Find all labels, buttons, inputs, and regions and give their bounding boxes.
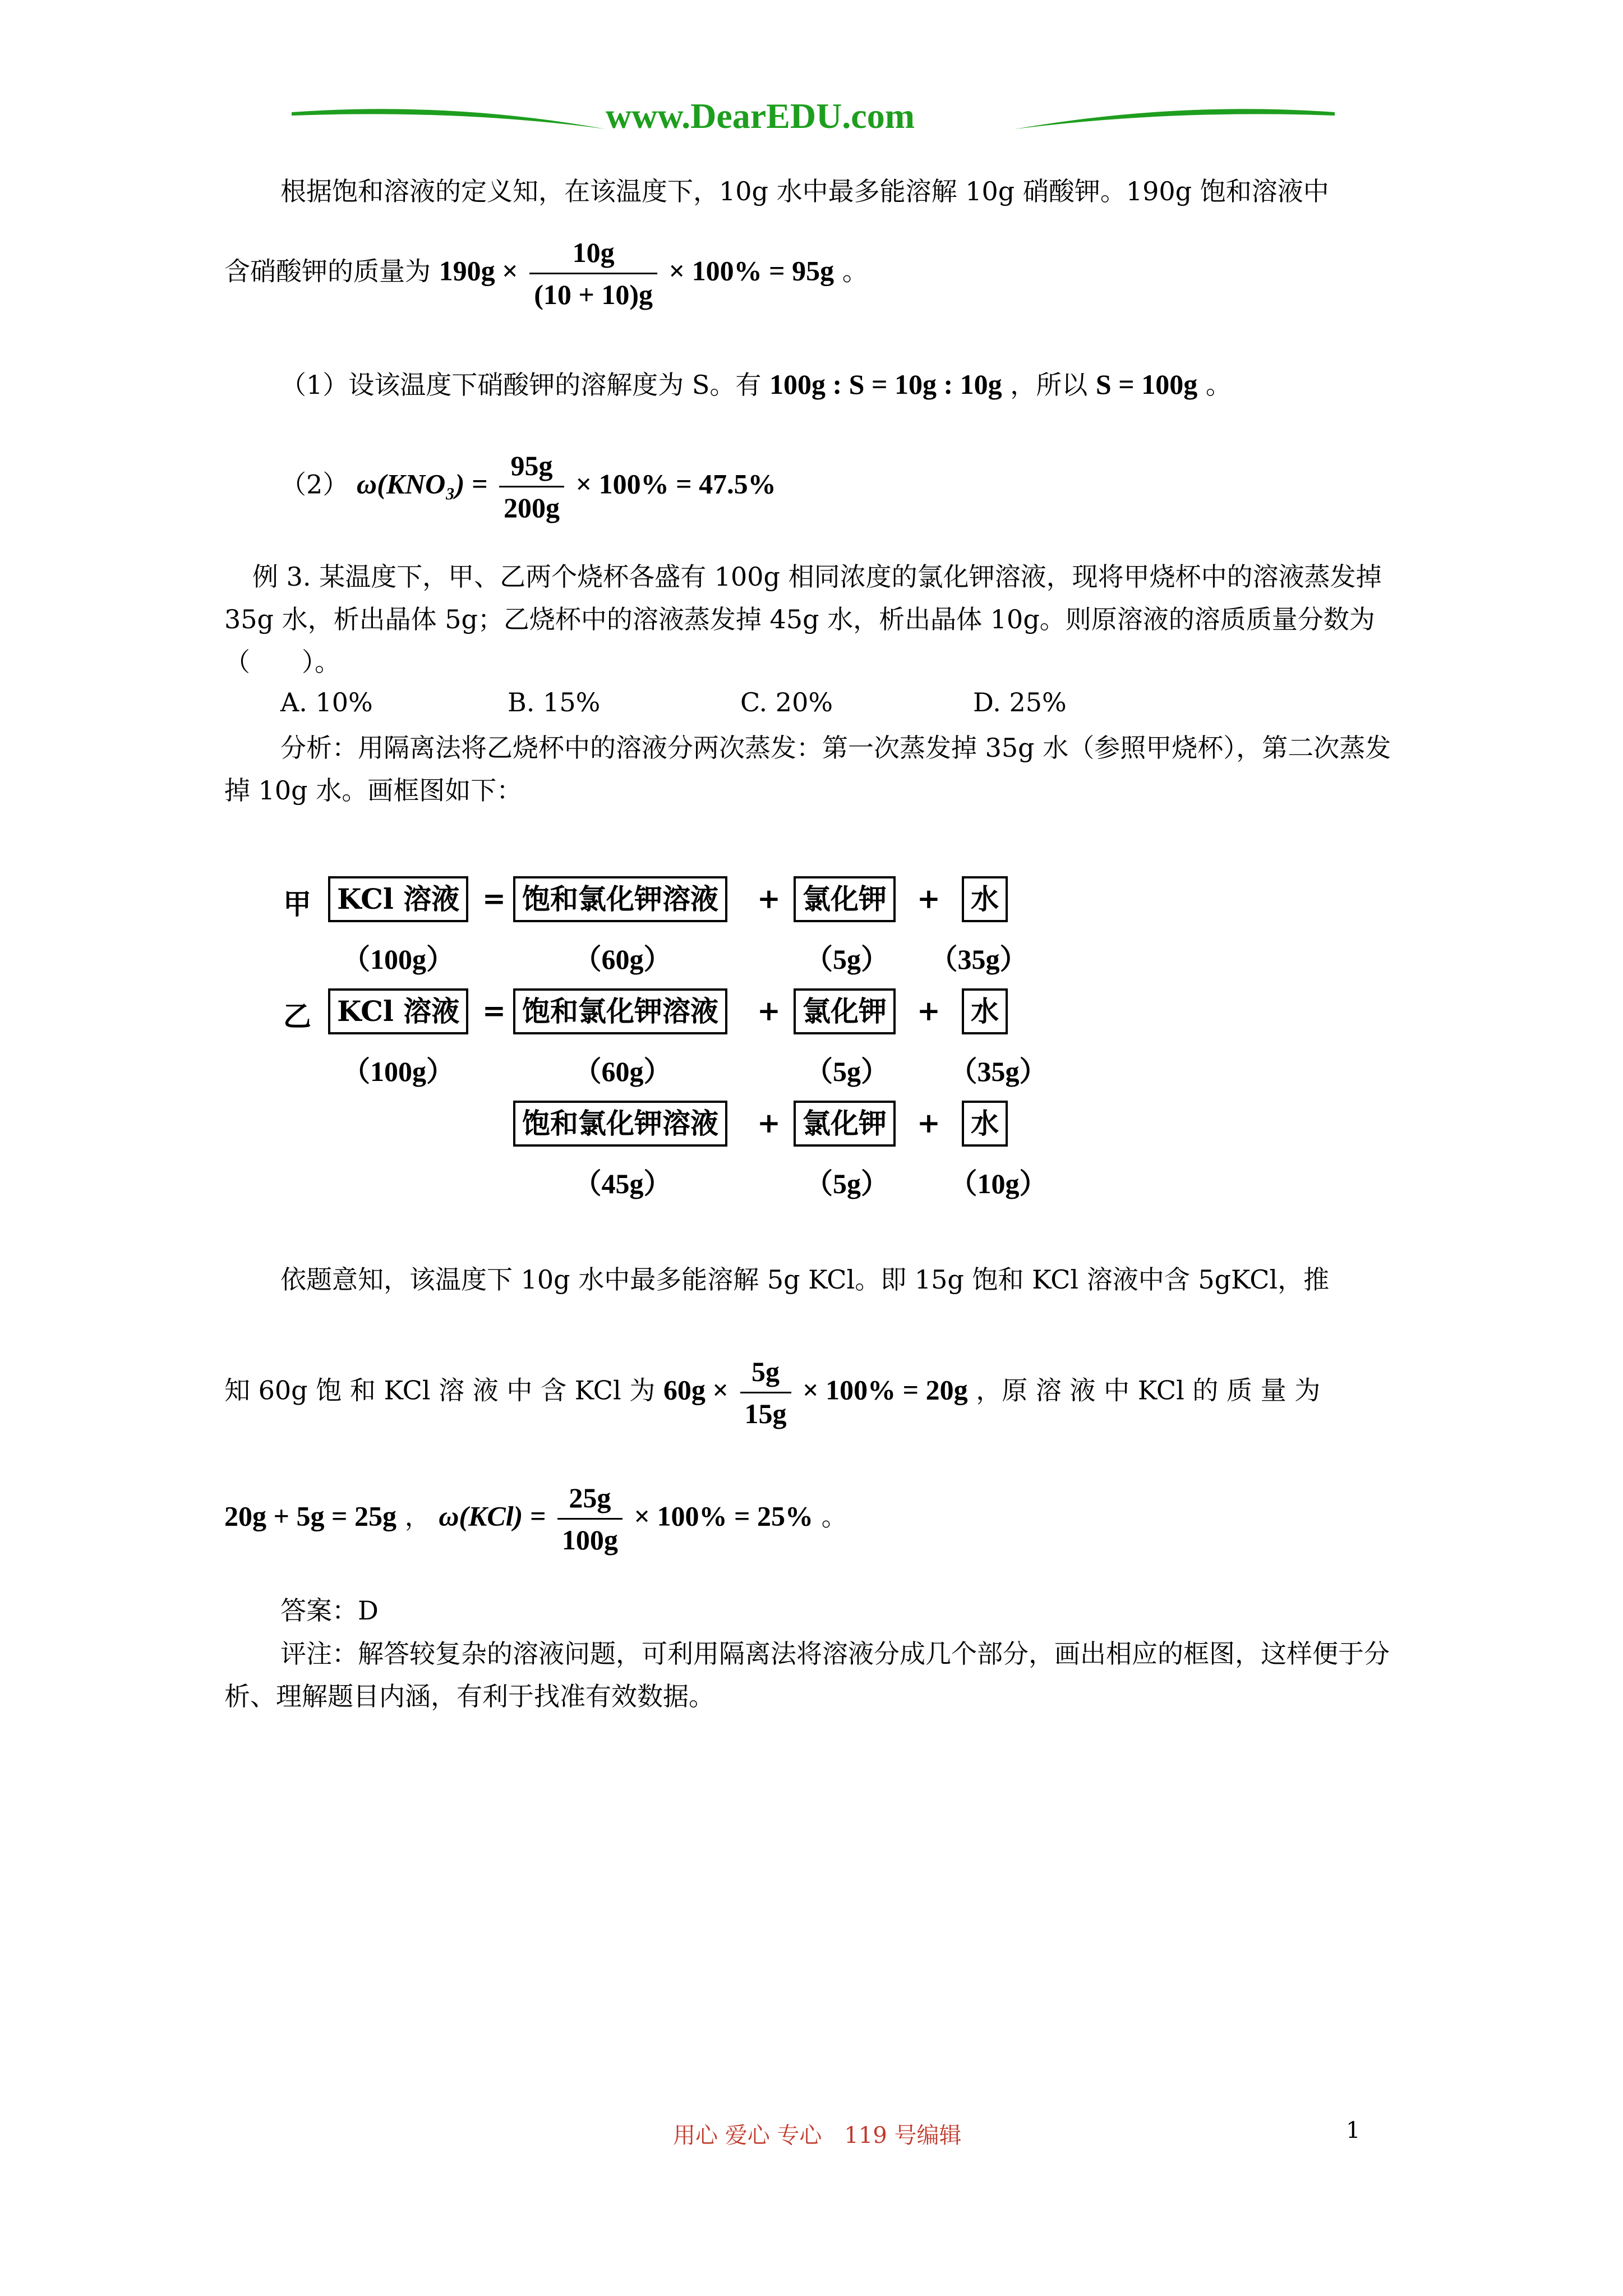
deduction-line2-prefix: 知 60g 饱 和 KCl 溶 液 中 含 KCl 为 xyxy=(224,1375,656,1406)
step1-ratio: 100g : S = 10g : 10g xyxy=(769,369,1002,400)
deduction-line2-left: 60g × xyxy=(663,1374,728,1406)
third-plus-2: + xyxy=(917,1106,940,1139)
answer: 答案：D xyxy=(280,1595,379,1626)
jia-water-box: 水 xyxy=(962,876,1008,922)
jia-kcl-solution-box: KCl 溶液 xyxy=(328,876,468,922)
analysis-text: 分析：用隔离法将乙烧杯中的溶液分两次蒸发：第一次蒸发掉 35g 水（参照甲烧杯），第二次蒸发掉 10g 水。画框图如下： xyxy=(224,733,1391,806)
deduction-line2-right: × 100% = 20g xyxy=(803,1374,968,1406)
header-swoosh-right xyxy=(1015,101,1335,135)
step2-line xyxy=(280,449,776,524)
deduction-line3-rhs: × 100% = 25% xyxy=(634,1500,814,1532)
footer-slogan: 用心 爱心 专心 119 号编辑 xyxy=(673,2123,962,2148)
step2-denominator: 200g xyxy=(499,486,564,524)
row-jia-label: 甲 xyxy=(283,887,311,921)
option-d[interactable]: D. 25% xyxy=(973,687,1067,717)
yi-mass-water: （35g） xyxy=(949,1056,1048,1087)
option-c[interactable]: C. 20% xyxy=(740,687,833,717)
jia-mass-kcl: （5g） xyxy=(805,944,889,975)
deduction-line2 xyxy=(224,1355,1320,1430)
deduction-line2-fraction xyxy=(740,1355,791,1430)
header-site-name[interactable]: www.DearEDU.com xyxy=(606,96,915,136)
yi-plus-2: + xyxy=(917,994,940,1027)
formula-left: 190g × xyxy=(439,255,518,287)
step1-line xyxy=(280,365,1232,402)
deduction-line3-fraction xyxy=(557,1481,623,1557)
third-kcl-box: 氯化钾 xyxy=(794,1101,896,1147)
step2-fraction xyxy=(499,449,564,524)
deduction-line3-mid: ， xyxy=(404,1501,431,1532)
yi-mass-kcl: （5g） xyxy=(805,1056,889,1087)
deduction-line2-denominator: 15g xyxy=(740,1392,791,1430)
yi-kcl-box: 氯化钾 xyxy=(794,988,896,1034)
header-swoosh-left xyxy=(292,101,606,135)
step2-rhs: × 100% = 47.5% xyxy=(575,468,776,500)
third-plus-1: + xyxy=(757,1106,781,1139)
step2-lhs: ω(KNO₃) = xyxy=(356,468,488,500)
yi-kcl-solution-box: KCl 溶液 xyxy=(328,988,468,1034)
row-yi-label: 乙 xyxy=(283,1000,311,1033)
deduction-line2-numerator: 5g xyxy=(751,1356,780,1387)
header-banner xyxy=(292,90,1335,151)
step1-end: 。 xyxy=(1205,370,1232,400)
third-mass-saturated: （45g） xyxy=(573,1168,672,1199)
third-water-box: 水 xyxy=(962,1101,1008,1147)
para1-line1: 根据饱和溶液的定义知，在该温度下，10g 水中最多能溶解 10g 硝酸钾。190g 饱和溶液中 xyxy=(280,176,1329,206)
deduction-sum: 20g + 5g = 25g xyxy=(224,1500,396,1532)
jia-mass-saturated: （60g） xyxy=(573,944,672,975)
jia-equals: = xyxy=(482,882,506,915)
deduction-line2-suffix: ，原 溶 液 中 KCl 的 质 量 为 xyxy=(976,1375,1321,1406)
jia-mass-solution: （100g） xyxy=(342,944,454,975)
yi-mass-solution: （100g） xyxy=(342,1056,454,1087)
jia-saturated-box: 饱和氯化钾溶液 xyxy=(513,876,727,922)
deduction-line3-lhs: ω(KCl) = xyxy=(439,1500,546,1532)
example-text: 例 3. 某温度下，甲、乙两个烧杯各盛有 100g 相同浓度的氯化钾溶液，现将甲烧杯中的溶液蒸发掉 35g 水，析出晶体 5g；乙烧杯中的溶液蒸发掉 45g 水，析出晶体 10g。则原溶液的溶质质量分数为（ ）。 xyxy=(224,562,1382,677)
page-number: 1 xyxy=(1346,2118,1361,2143)
step2-numerator: 95g xyxy=(510,450,553,481)
yi-mass-saturated: （60g） xyxy=(573,1056,672,1087)
jia-plus-1: + xyxy=(757,882,781,915)
deduction-line3-numerator: 25g xyxy=(569,1482,611,1513)
fraction-denominator: (10 + 10)g xyxy=(529,273,657,311)
yi-saturated-box: 饱和氯化钾溶液 xyxy=(513,988,727,1034)
jia-plus-2: + xyxy=(917,882,940,915)
jia-mass-water: （35g） xyxy=(929,944,1028,975)
yi-water-box: 水 xyxy=(962,988,1008,1034)
deduction-line1: 依题意知，该温度下 10g 水中最多能溶解 5g KCl。即 15g 饱和 KCl 溶液中含 5gKCl，推 xyxy=(280,1264,1330,1295)
yi-plus-1: + xyxy=(757,994,781,1027)
fraction xyxy=(529,236,657,311)
comment: 评注：解答较复杂的溶液问题，可利用隔离法将溶液分成几个部分，画出相应的框图，这样便于分析、理解题目内涵，有利于找准有效数据。 xyxy=(224,1639,1390,1711)
para1-end: 。 xyxy=(842,256,868,287)
third-mass-kcl: （5g） xyxy=(805,1168,889,1199)
deduction-line3-denominator: 100g xyxy=(557,1518,623,1557)
deduction-line3-end: 。 xyxy=(821,1501,847,1532)
step1-result: S = 100g xyxy=(1095,369,1198,400)
yi-equals: = xyxy=(482,994,506,1027)
step1-mid: ，所以 xyxy=(1010,370,1088,400)
third-saturated-box: 饱和氯化钾溶液 xyxy=(513,1101,727,1147)
step2-prefix: （2） xyxy=(280,469,349,500)
formula-right: × 100% = 95g xyxy=(668,255,834,287)
step1-prefix: （1）设该温度下硝酸钾的溶解度为 S。有 xyxy=(280,370,762,400)
fraction-numerator: 10g xyxy=(572,237,615,268)
deduction-line3 xyxy=(224,1481,847,1557)
jia-kcl-box: 氯化钾 xyxy=(794,876,896,922)
third-mass-water: （10g） xyxy=(949,1168,1048,1199)
para1-prefix: 含硝酸钾的质量为 xyxy=(224,256,431,287)
para1-line2 xyxy=(224,236,868,311)
option-a[interactable]: A. 10% xyxy=(280,687,373,717)
option-b[interactable]: B. 15% xyxy=(508,687,601,717)
